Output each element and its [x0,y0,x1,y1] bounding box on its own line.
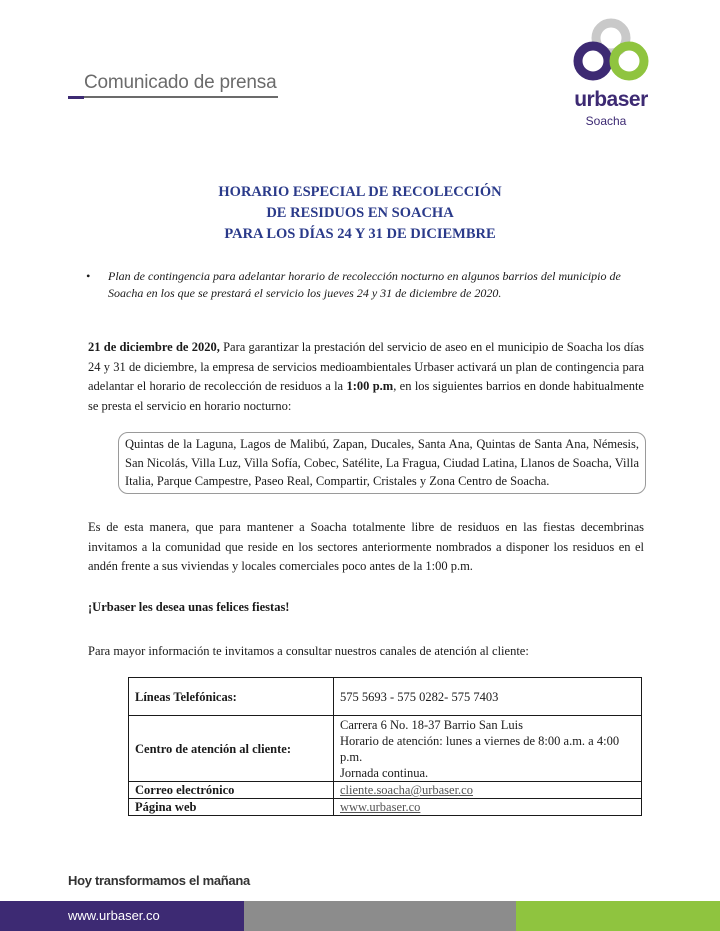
summary-bullet [88,268,648,302]
bullet-icon: • [86,269,91,283]
urbaser-logo-icon [566,18,656,88]
summary-bullet-text: Plan de contingencia para adelantar horario de recolección nocturno en algunos barrios del municipio de Soacha en los que se prestará el servicio los jueves 24 y 31 de diciembre de 2020. [108,269,621,300]
intro-paragraph [88,338,644,416]
email-cell [334,782,642,799]
phone-label: Líneas Telefónicas: [129,678,334,716]
collection-time: 1:00 p.m [346,379,394,393]
document-title-line: PARA LOS DÍAS 24 Y 31 DE DICIEMBRE [224,226,496,242]
urbaser-logo [566,18,656,128]
footer-bar [0,901,720,931]
table-row [129,716,642,782]
intro-text-b: , en los siguientes barrios en donde habitualmente se presta el servicio en horario nocturno: [88,379,644,413]
phone-value: 575 5693 - 575 0282- 575 7403 [334,678,642,716]
contact-intro: Para mayor información te invitamos a consultar nuestros canales de atención al cliente: [88,644,529,658]
document-title-line: DE RESIDUOS EN SOACHA [266,205,454,221]
header-divider [68,96,278,98]
footer-green-band [516,901,720,931]
header-divider-accent [68,96,84,99]
release-date: 21 de diciembre de 2020, [88,340,220,354]
website-link[interactable]: www.urbaser.co [340,800,421,814]
neighborhoods-box: Quintas de la Laguna, Lagos de Malibú, Zapan, Ducales, Santa Ana, Quintas de Santa Ana, Némesis, San Nicolás, Villa Luz, Villa Sofía, Cobec, Satélite, La Fragua, Ciudad Latina, Llanos de Soacha, Villa Italia, Parque Campestre, Paseo Real, Compartir, Cristales y Zona Centro de Soacha. [118,432,646,494]
contact-table [128,677,642,816]
center-hours: Horario de atención: lunes a viernes de 8:00 a.m. a 4:00 p.m. [340,733,620,764]
footer-url: www.urbaser.co [68,908,160,923]
slogan: Hoy transformamos el mañana [68,873,250,888]
center-address: Carrera 6 No. 18-37 Barrio San Luis [340,717,523,732]
table-row [129,678,642,716]
center-label: Centro de atención al cliente: [129,716,334,782]
disposal-paragraph: Es de esta manera, que para mantener a Soacha totalmente libre de residuos en las fiestas decembrinas invitamos a la comunidad que reside en los sectores anteriormente nombrados a disponer los residuos en el andén frente a sus viviendas y locales comerciales poco antes de la 1:00 p.m. [88,520,644,573]
web-label: Página web [129,799,334,816]
web-cell [334,799,642,816]
logo-wordmark: urbaser [574,88,648,111]
intro-text-a: Para garantizar la prestación del servicio de aseo en el municipio de Soacha los días 24 y 31 de diciembre, la empresa de servicios medioambientales Urbaser activará un plan de contingencia para adelantar el horario de recolección de residuos a la [88,340,644,393]
center-shift: Jornada continua. [340,765,429,780]
center-value [334,716,642,782]
footer-gray-band [244,901,516,931]
email-label: Correo electrónico [129,782,334,799]
logo-location: Soacha [585,114,627,128]
document-title-line: HORARIO ESPECIAL DE RECOLECCIÓN [218,184,502,200]
table-row [129,799,642,816]
table-row [129,782,642,799]
holiday-wish: ¡Urbaser les desea unas felices fiestas! [88,600,290,614]
document-title [150,182,570,245]
press-release-heading: Comunicado de prensa [84,72,277,93]
email-link[interactable]: cliente.soacha@urbaser.co [340,783,473,797]
